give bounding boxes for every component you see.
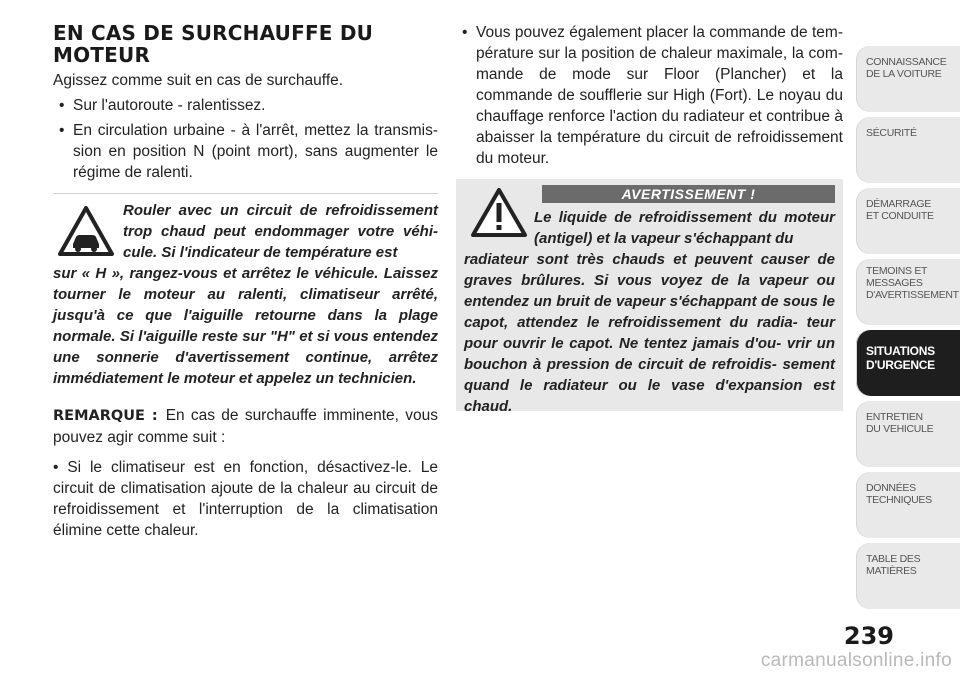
remarque-paragraph	[53, 405, 438, 448]
chapter-tabs	[856, 0, 960, 678]
warning-header: AVERTISSEMENT !	[542, 185, 835, 203]
tab-label: CONNAISSANCE DE LA VOITURE	[866, 56, 947, 80]
bullet-item: • Vous pouvez également placer la commande de tem- pérature sur la position de chaleur maximale, la com- mande de mode sur Floor (Plancher) et la commande de soufflerie sur High (Fort). Le noyau du chauffage renforce l'action du radiateur et contribue à abaisser la température du circuit de refroidissement du moteur.	[462, 24, 843, 167]
tab-connaissance[interactable]	[856, 46, 960, 112]
tab-securite[interactable]	[856, 117, 960, 183]
left-column	[53, 22, 438, 541]
tab-donnees[interactable]	[856, 472, 960, 538]
tab-label: DONNÉES TECHNIQUES	[866, 482, 932, 506]
bullet-text: Sur l'autoroute - ralentissez.	[73, 97, 266, 114]
page-number: 239	[843, 622, 894, 650]
watermark: carmanualsonline.info	[760, 650, 952, 671]
intro-text: Agissez comme suit en cas de surchauffe.	[53, 72, 344, 89]
tab-label: DÉMARRAGE ET CONDUITE	[866, 198, 934, 222]
section-title	[53, 22, 438, 66]
tab-label: TABLE DES MATIÈRES	[866, 553, 921, 577]
tab-table-matieres[interactable]	[856, 543, 960, 609]
right-column	[456, 22, 843, 415]
caution-box	[53, 193, 438, 389]
caution-text-lead: Rouler avec un circuit de refroidissement trop chaud peut endommager votre véhi- cule. Si l'indicateur de température est	[123, 202, 438, 261]
warning-box	[456, 179, 843, 415]
tab-label: ENTRETIEN DU VEHICULE	[866, 411, 934, 435]
bullet-item: • Sur l'autoroute - ralentissez.	[59, 97, 266, 114]
tab-label: SÉCURITÉ	[866, 127, 917, 139]
tab-situations-urgence[interactable]	[856, 330, 960, 396]
warning-triangle-icon	[470, 187, 528, 239]
remarque-label: REMARQUE :	[53, 408, 158, 424]
warning-text-lead: Le liquide de refroidissement du moteur (antigel) et la vapeur s'échappant du	[534, 209, 835, 247]
section-title-line2: MOTEUR	[53, 43, 151, 67]
tab-demarrage[interactable]	[856, 188, 960, 254]
tab-label: TEMOINS ET MESSAGES D'AVERTISSEMENT	[866, 265, 959, 301]
bullet-text: Vous pouvez également placer la commande de tem- pérature sur la position de chaleur maximale, la com- mande de mode sur Floor (Plancher) et la commande de soufflerie sur High (Fort). Le noyau du chauffage renforce l'action du radiateur et contribue à abaisser la température du circuit de refroidissement du moteur.	[476, 24, 843, 167]
section-title-line1: EN CAS DE SURCHAUFFE DU	[53, 21, 374, 45]
caution-text-rest: sur « H », rangez-vous et arrêtez le véhicule. Laissez tourner le moteur au ralenti, climatiseur arrêté, jusqu'à ce que l'aiguille retourne dans la plage normale. Si l'aiguille reste sur "H" et si vous entendez une sonnerie d'avertissement continue, arrêtez immédiatement le moteur et appelez un technicien.	[53, 265, 438, 387]
remarque-text: En cas de surchauffe imminente, vous pouvez agir comme suit :	[53, 407, 438, 446]
climatiseur-paragraph: • Si le climatiseur est en fonction, désactivez-le. Le circuit de climatisation ajoute de la chaleur au circuit de refroidissement et l'interruption de la climatisation élimine cette chaleur.	[53, 459, 438, 539]
car-warning-icon	[57, 204, 115, 258]
warning-text-rest: radiateur sont très chauds et peuvent causer de graves brûlures. Si vous voyez de la vapeur ou entendez un bruit de vapeur s'échappant de sous le capot, attendez le refroidissement du radia- teur pour ouvrir le capot. Ne tentez jamais d'ou- vrir un bouchon à pression de circuit de refroidis- sement quand le radiateur ou le vase d'expansion est chaud.	[464, 251, 835, 415]
bullet-text: En circulation urbaine - à l'arrêt, mettez la transmis- sion en position N (point mort), sans augmenter le régime de ralenti.	[73, 122, 438, 181]
tab-label: SITUATIONS D'URGENCE	[866, 344, 935, 372]
tab-temoins[interactable]	[856, 259, 960, 325]
tab-entretien[interactable]	[856, 401, 960, 467]
bullet-item: • En circulation urbaine - à l'arrêt, mettez la transmis- sion en position N (point mort), sans augmenter le régime de ralenti.	[59, 122, 438, 181]
